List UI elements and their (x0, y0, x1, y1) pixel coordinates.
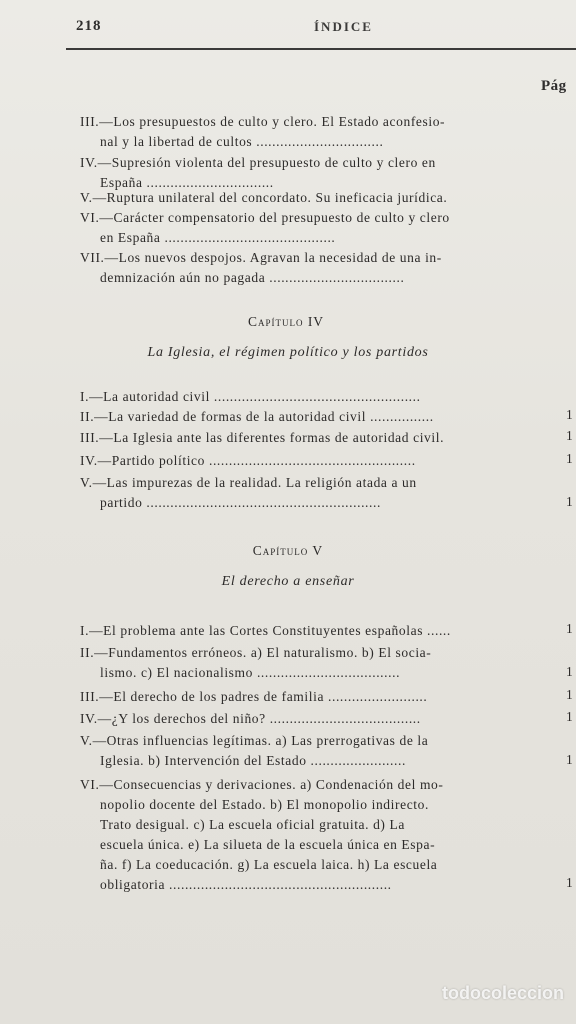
entry-line: VI.—Consecuencias y derivaciones. a) Condenación del mo- (80, 777, 444, 792)
entry-line: I.—El problema ante las Cortes Constituyentes españolas ...... (80, 623, 451, 638)
toc-entry (80, 407, 550, 427)
entry-line: nopolio docente del Estado. b) El monopolio indirecto. (100, 797, 429, 812)
entry-line: V.—Ruptura unilateral del concordato. Su ineficacia jurídica. (80, 190, 448, 205)
entry-line: nal y la libertad de cultos ................................ (100, 134, 384, 149)
entry-line: V.—Las impurezas de la realidad. La religión atada a un (80, 475, 417, 490)
entry-line: en España ........................................... (100, 230, 336, 245)
toc-entry (80, 387, 550, 407)
toc-entry (80, 153, 550, 193)
entry-line: lismo. c) El nacionalismo .................................... (100, 665, 401, 680)
entry-page-number: 1 (566, 621, 573, 636)
entry-page-number: 1 (566, 494, 573, 509)
toc-entry (80, 687, 550, 707)
toc-entry (80, 775, 550, 895)
entry-line: I.—La autoridad civil .................................................... (80, 389, 421, 404)
entry-line: ña. f) La coeducación. g) La escuela laica. h) La escuela (100, 857, 438, 872)
toc-entry (80, 643, 550, 683)
entry-page-number: 1 (566, 875, 573, 890)
entry-line: II.—Fundamentos erróneos. a) El naturalismo. b) El socia- (80, 645, 432, 660)
entry-line: III.—La Iglesia ante las diferentes formas de autoridad civil. (80, 430, 445, 445)
entry-line: escuela única. e) La silueta de la escuela única en Espa- (100, 837, 436, 852)
toc-entry (80, 451, 550, 471)
entry-page-number: 1 (566, 407, 573, 422)
entry-line: VII.—Los nuevos despojos. Agravan la necesidad de una in- (80, 250, 442, 265)
running-head: ÍNDICE (314, 19, 373, 34)
chapter-subtitle: La Iglesia, el régimen político y los partidos (147, 345, 429, 360)
entry-page-number: 1 (566, 687, 573, 702)
entry-line: VI.—Carácter compensatorio del presupuesto de culto y clero (80, 210, 450, 225)
entry-line: IV.—Supresión violenta del presupuesto de culto y clero en (80, 155, 436, 170)
entry-page-number: 1 (566, 664, 573, 679)
entry-page-number: 1 (566, 752, 573, 767)
entry-page-number: 1 (566, 428, 573, 443)
entry-line: II.—La variedad de formas de la autoridad civil ................ (80, 409, 434, 424)
toc-entry (80, 428, 550, 448)
chapter-heading: Capítulo V (252, 543, 324, 558)
entry-line: III.—El derecho de los padres de familia ......................... (80, 689, 428, 704)
entry-page-number: 1 (566, 451, 573, 466)
toc-entry (80, 248, 550, 288)
entry-line: demnización aún no pagada .................................. (100, 270, 405, 285)
toc-entry (80, 112, 550, 152)
entry-line: IV.—¿Y los derechos del niño? ...................................... (80, 711, 421, 726)
toc-entry (80, 473, 550, 513)
entry-line: España ................................ (100, 175, 274, 190)
toc-entry (80, 188, 550, 208)
page-header (66, 14, 576, 50)
entry-line: obligatoria ........................................................ (100, 877, 392, 892)
toc-entry (80, 709, 550, 729)
entry-page-number: 1 (566, 709, 573, 724)
entry-line: III.—Los presupuestos de culto y clero. El Estado aconfesio- (80, 114, 446, 129)
toc-entry (80, 731, 550, 771)
entry-line: Trato desigual. c) La escuela oficial gratuita. d) La (100, 817, 405, 832)
page-number: 218 (76, 18, 102, 34)
toc-entry (80, 208, 550, 248)
page-column-heading: Pág (541, 78, 567, 94)
entry-line: Iglesia. b) Intervención del Estado ........................ (100, 753, 406, 768)
entry-line: V.—Otras influencias legítimas. a) Las prerrogativas de la (80, 733, 429, 748)
watermark-logo: todocoleccion (441, 983, 564, 1003)
chapter-heading: Capítulo IV (247, 314, 325, 329)
entry-line: IV.—Partido político .................................................... (80, 453, 416, 468)
toc-entry (80, 621, 550, 641)
entry-line: partido ........................................................... (100, 495, 381, 510)
chapter-subtitle: El derecho a enseñar (221, 574, 355, 589)
